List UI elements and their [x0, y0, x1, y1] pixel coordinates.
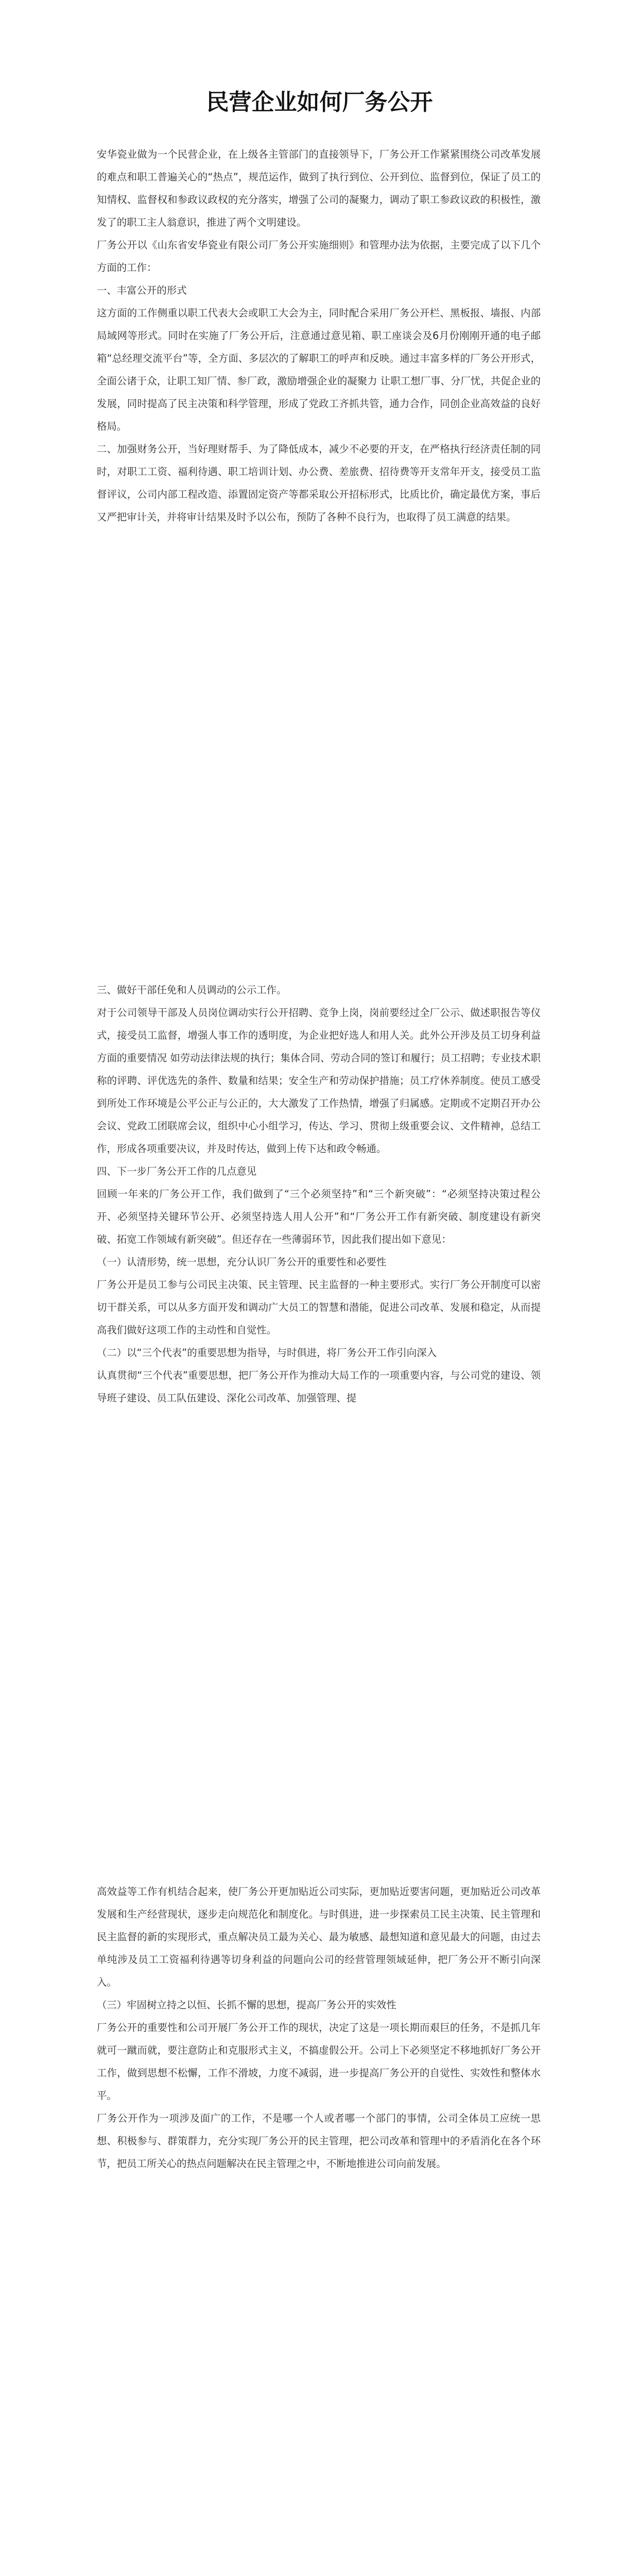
- basis-paragraph: 厂务公开以《山东省安华瓷业有限公司厂务公开实施细则》和管理办法为依据，主要完成了以下几个方面的工作：: [97, 239, 541, 274]
- subheading-2: （二）以“三个代表”的重要思想为指导，与时俱进，将厂务公开工作引向深入: [97, 1347, 437, 1359]
- subsection-1-paragraph: 厂务公开是员工参与公司民主决策、民主管理、民主监督的一种主要形式。实行厂务公开制度可以密切干群关系，可以从多方面开发和调动广大员工的智慧和潜能，促进公司改革、发展和稳定，从而提高我们做好这项工作的主动性和自觉性。: [97, 1279, 541, 1336]
- section-3-paragraph: 对于公司领导干部及人员岗位调动实行公开招聘、竞争上岗，岗前要经过全厂公示、做述职报告等仪式，接受员工监督，增强人事工作的透明度，为企业把好选人和用人关。此外公开涉及员工切身利益方面的重要情况 如劳动法律法规的执行；集体合同、劳动合同的签订和履行；员工招聘；专业技术职称的评聘、评优选先的条件、数量和结果；安全生产和劳动保护措施；员工疗休养制度。使员工感受到所处工作环境是公平公正与公正的，大大激发了工作热情，增强了归属感。定期或不定期召开办公会议、党政工团联席会议，组织中心小组学习，传达、学习、贯彻上级重要会议、文件精神，总结工作，形成各项重要决议，并及时传达，做到上传下达和政令畅通。: [97, 1007, 541, 1155]
- content-block-1: [97, 143, 541, 529]
- document-title: 民营企业如何厂务公开: [206, 89, 433, 116]
- subsection-2-paragraph-part1: 认真贯彻“三个代表”重要思想，把厂务公开作为推动大局工作的一项重要内容，与公司党的建设、领导班子建设、员工队伍建设、深化公司改革、加强管理、提: [97, 1369, 541, 1404]
- section-1-paragraph: 这方面的工作侧重以职工代表大会或职工大会为主，同时配合采用厂务公开栏、黑板报、墙报、内部局域网等形式。同时在实施了厂务公开后，注意通过意见箱、职工座谈会及6月份刚刚开通的电子邮箱“总经理交流平台”等，全方面、多层次的了解职工的呼声和反映。通过丰富多样的厂务公开形式，全面公诸于众，让职工知厂情、参厂政，激励增强企业的凝聚力 让职工想厂事、分厂忧，共促企业的发展，同时提高了民主决策和科学管理，形成了党政工齐抓共管，通力合作，同创企业高效益的良好格局。: [97, 307, 541, 432]
- intro-paragraph: 安华瓷业做为一个民营企业，在上级各主管部门的直接领导下，厂务公开工作紧紧围绕公司改革发展的难点和职工普遍关心的“热点”，规范运作，做到了执行到位、公开到位、监督到位，保证了员工的知情权、监督权和参政议政权的充分落实，增强了公司的凝聚力，调动了职工参政议政的积极性，激发了的职工主人翁意识，推进了两个文明建设。: [97, 148, 541, 228]
- content-block-3: [97, 1880, 541, 2175]
- closing-paragraph: 厂务公开作为一项涉及面广的工作，不是哪一个人或者哪一个部门的事情，公司全体员工应统一思想、积极参与、群策群力，充分实现厂务公开的民主管理，把公司改革和管理中的矛盾消化在各个环节，把员工所关心的热点问题解决在民主管理之中，不断地推进公司向前发展。: [97, 2112, 541, 2170]
- subheading-3: （三）牢固树立持之以恒、长抓不懈的思想，提高厂务公开的实效性: [97, 1999, 396, 2011]
- section-heading-1: 一、丰富公开的形式: [97, 284, 187, 296]
- content-block-2: [97, 979, 541, 1410]
- subsection-2-paragraph-part2: 高效益等工作有机结合起来，使厂务公开更加贴近公司实际，更加贴近要害问题，更加贴近公司改革发展和生产经营现状，逐步走向规范化和制度化。与时俱进，进一步探索员工民主决策、民主管理和民主监督的新的实现形式，重点解决员工最为关心、最为敏感、最想知道和意见最大的问题，由过去单纯涉及员工工资福利待遇等切身利益的问题向公司的经营管理领域延伸，把厂务公开不断引向深入。: [97, 1886, 541, 1988]
- review-paragraph: 回顾一年来的厂务公开工作，我们做到了“三个必须坚持”和“三个新突破”：“必须坚持决策过程公开、必须坚持关键环节公开、必须坚持选人用人公开”和“厂务公开工作有新突破、制度建设有新突破、拓宽工作领域有新突破”。但还存在一些薄弱环节，因此我们提出如下意见：: [97, 1188, 541, 1245]
- section-heading-4: 四、下一步厂务公开工作的几点意见: [97, 1165, 257, 1177]
- section-heading-3: 三、做好干部任免和人员调动的公示工作。: [97, 984, 287, 996]
- section-2-paragraph: 二、加强财务公开，当好理财帮手、为了降低成本，减少不必要的开支，在严格执行经济责任制的同时，对职工工资、福利待遇、职工培训计划、办公费、差旅费、招待费等开支常年开支，接受员工监督评议，公司内部工程改造、添置固定资产等都采取公开招标形式，比质比价，确定最优方案，事后又严把审计关，并将审计结果及时予以公布，预防了各种不良行为，也取得了员工满意的结果。: [97, 443, 541, 523]
- subheading-1: （一）认清形势，统一思想，充分认识厂务公开的重要性和必要性: [97, 1256, 387, 1268]
- subsection-3-paragraph: 厂务公开的重要性和公司开展厂务公开工作的现状，决定了这是一项长期而艰巨的任务，不是抓几年就可一蹴而就，要注意防止和克服形式主义，不搞虚假公开。公司上下必须坚定不移地抓好厂务公开工作，做到思想不松懈，工作不滑坡，力度不减弱，进一步提高厂务公开的自觉性、实效性和整体水平。: [97, 2022, 541, 2102]
